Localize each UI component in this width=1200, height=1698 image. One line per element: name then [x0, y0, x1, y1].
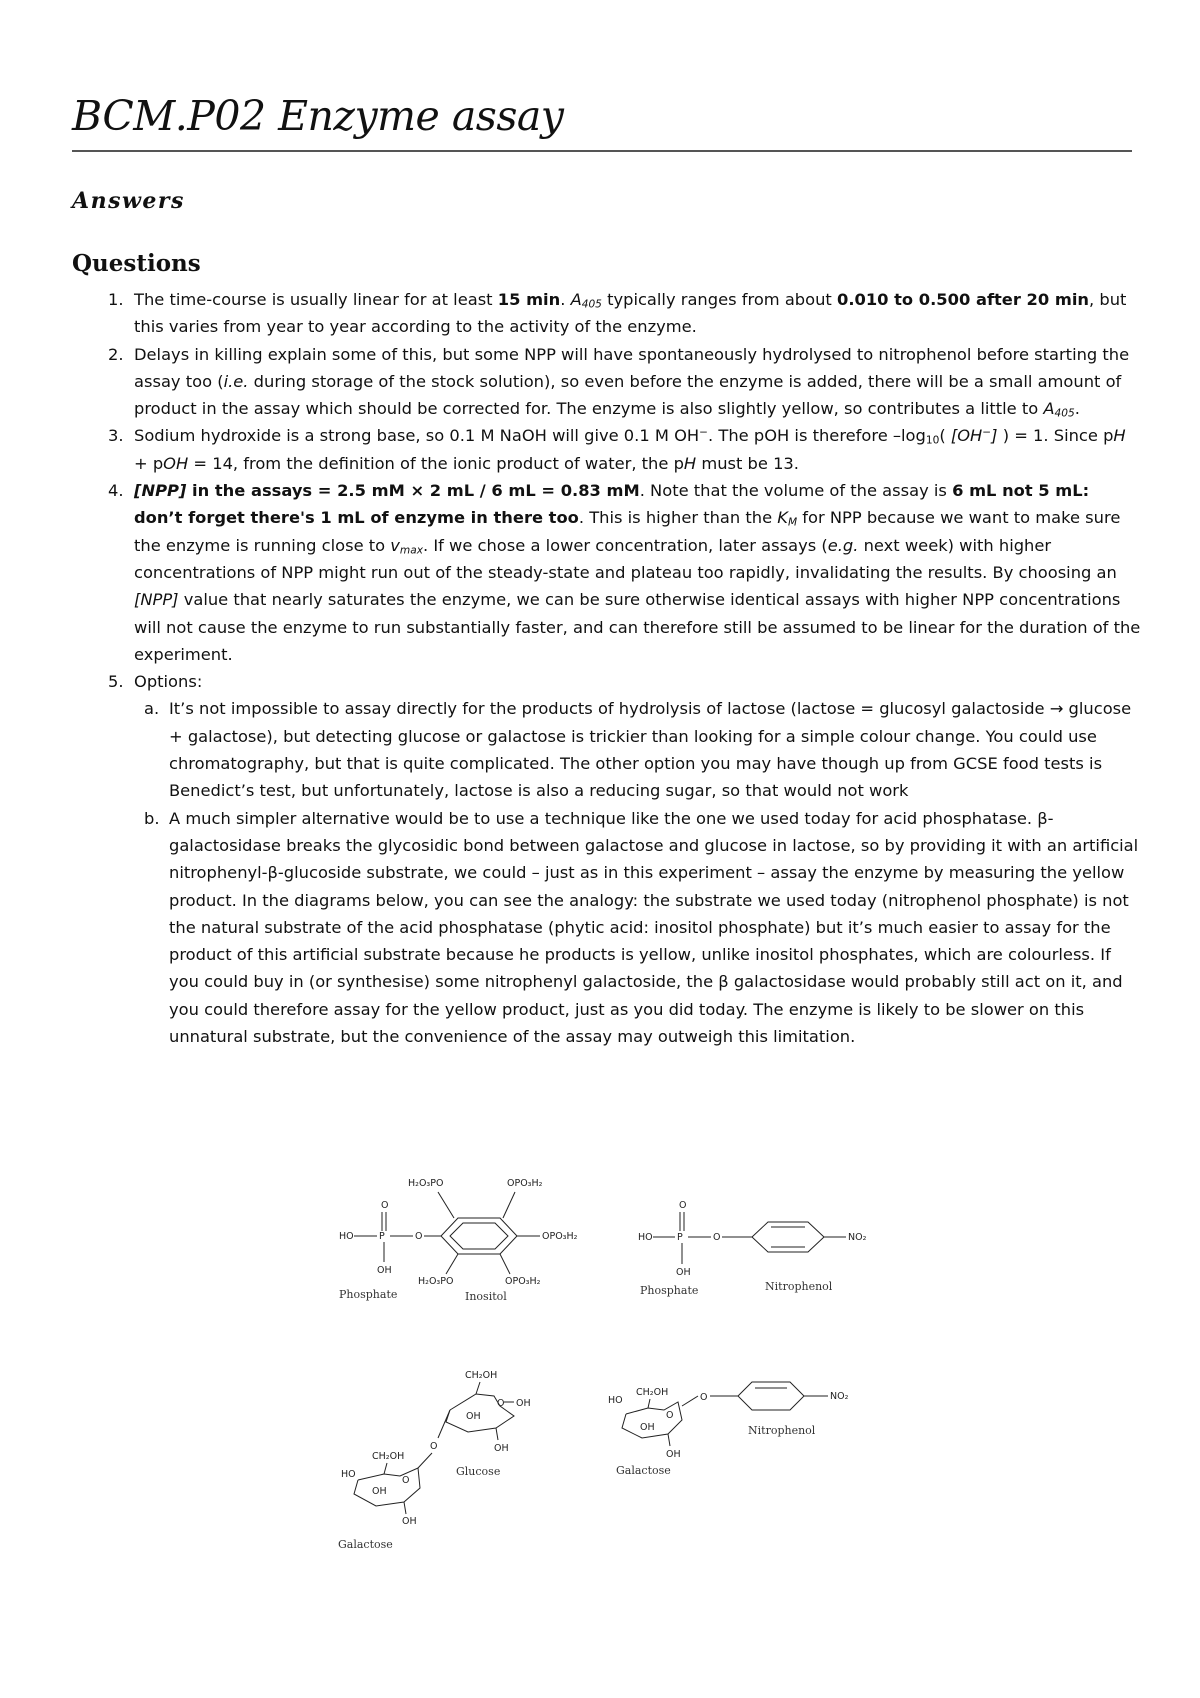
answer-number: 2.	[108, 344, 124, 364]
answer-number: 4.	[108, 481, 124, 501]
structure-label: P	[379, 1231, 385, 1242]
structure-label: OH	[466, 1411, 481, 1422]
answers-list	[72, 286, 1142, 1050]
structure-label: OPO₃H₂	[505, 1276, 541, 1287]
structure-label: OH	[377, 1265, 392, 1276]
structure-label: OH	[666, 1449, 681, 1460]
answer-3: 3. Sodium hydroxide is a strong base, so 0.1 M NaOH will give 0.1 M OH−. The pOH is therefore $-\log_{10}$( [OH−] ) = 1. Since pH + pOH = 14, from the definition of the ionic product of water, the pH must be 13.	[72, 422, 1142, 477]
document-title: BCM.P02 Enzyme assay	[72, 92, 564, 140]
structure-label: CH₂OH	[636, 1387, 669, 1398]
structure-label: H₂O₃PO	[418, 1276, 454, 1287]
answer-number: 5.	[108, 672, 124, 692]
structure-label: O	[415, 1231, 423, 1242]
structure-label: CH₂OH	[465, 1370, 498, 1381]
structure-label: O	[402, 1475, 410, 1486]
structure-label: O	[713, 1232, 721, 1243]
structure-caption: Phosphate	[640, 1284, 699, 1297]
answer-1: 1. The time-course is usually linear for at least 15 min. $A_{405}$ typically ranges from about 0.010 to 0.500 after 20 min, but this varies from year to year according to the activity of the enzyme.	[72, 286, 1142, 341]
structure-label: O	[666, 1410, 674, 1421]
structure-label: O	[381, 1200, 389, 1211]
structure-label: OH	[676, 1267, 691, 1278]
structure-label: CH₂OH	[372, 1451, 405, 1462]
structure-caption: Phosphate	[339, 1288, 398, 1301]
option-letter: b.	[144, 808, 160, 828]
structure-label: OPO₃H₂	[542, 1231, 578, 1242]
title-divider	[72, 150, 1132, 152]
structure-label: OPO₃H₂	[507, 1178, 543, 1189]
chemical-structures-figure	[0, 1170, 1200, 1550]
structure-caption: Galactose	[338, 1538, 393, 1550]
option-letter: a.	[144, 699, 160, 719]
answer-number: 1.	[108, 290, 124, 309]
structure-label: O	[700, 1392, 708, 1403]
questions-heading: Questions	[72, 250, 201, 277]
inositol-phosphate-structure	[339, 1178, 578, 1303]
structure-label: HO	[339, 1231, 354, 1242]
structure-label: OH	[494, 1443, 509, 1454]
structure-label: OH	[372, 1486, 387, 1497]
structure-label: HO	[341, 1469, 356, 1480]
structure-label: H₂O₃PO	[408, 1178, 444, 1189]
option-b: b. A much simpler alternative would be to use a technique like the one we used today for acid phosphatase. β-galactosidase breaks the glycosidic bond between galactose and glucose in lactose, so by providing it with an artificial nitrophenyl-β-glucoside substrate, we could – just as in this experiment – assay the enzyme by measuring the yellow product. In the diagrams below, you can see the analogy: the substrate we used today (nitrophenol phosphate) is not the natural substrate of the acid phosphatase (phytic acid: inositol phosphate) but it’s much easier to assay for the product of this artificial substrate because he products is yellow, unlike inositol phosphates, which are colourless. If you could buy in (or synthesise) some nitrophenyl galactoside, the β galactosidase would probably still act on it, and you could therefore assay for the yellow product, just as you did today. The enzyme is likely to be slower on this unnatural substrate, but the convenience of the assay may outweigh this limitation.	[72, 805, 1142, 1051]
structure-label: OH	[640, 1422, 655, 1433]
structure-label: O	[679, 1200, 687, 1211]
option-a: a. It’s not impossible to assay directly for the products of hydrolysis of lactose (lactose = glucosyl galactoside → glucose + galactose), but detecting glucose or galactose is trickier than looking for a simple colour change. You could use chromatography, but that is quite complicated. The other option you may have though up from GCSE food tests is Benedict’s test, but unfortunately, lactose is also a reducing sugar, so that would not work	[72, 695, 1142, 804]
lactose-structure	[338, 1370, 531, 1550]
structure-label: OH	[402, 1516, 417, 1527]
nitrophenyl-galactoside-structure	[608, 1382, 849, 1477]
structure-label: NO₂	[848, 1232, 867, 1243]
structure-label: O	[430, 1441, 438, 1452]
structure-caption: Glucose	[456, 1465, 501, 1478]
structure-label: OH	[516, 1398, 531, 1409]
answer-5	[72, 668, 1142, 1050]
structure-label: P	[677, 1232, 683, 1243]
structure-caption: Galactose	[616, 1464, 671, 1477]
structure-caption: Inositol	[465, 1290, 507, 1303]
structure-label: HO	[638, 1232, 653, 1243]
answer-number: 3.	[108, 426, 124, 446]
structure-label: NO₂	[830, 1391, 849, 1402]
options-label: Options:	[134, 672, 203, 692]
structure-label: HO	[608, 1395, 623, 1406]
structure-label: O	[497, 1398, 505, 1409]
structure-caption: Nitrophenol	[765, 1280, 833, 1293]
nitrophenyl-phosphate-structure	[638, 1200, 867, 1297]
answers-heading: Answers	[72, 188, 185, 214]
answer-2: 2. Delays in killing explain some of this, but some NPP will have spontaneously hydrolysed to nitrophenol before starting the assay too (i.e. during storage of the stock solution), so even before the enzyme is added, there will be a small amount of product in the assay which should be corrected for. The enzyme is also slightly yellow, so contributes a little to $A_{405}$.	[72, 341, 1142, 423]
answer-4: 4. [NPP] in the assays = 2.5 mM × 2 mL / 6 mL = 0.83 mM. Note that the volume of the assay is 6 mL not 5 mL: don’t forget there's 1 mL of enzyme in there too. This is higher than the $K_M$ for NPP because we want to make sure the enzyme is running close to $v_{max}$. If we chose a lower concentration, later assays (e.g. next week) with higher concentrations of NPP might run out of the steady-state and plateau too rapidly, invalidating the results. By choosing an [NPP] value that nearly saturates the enzyme, we can be sure otherwise identical assays with higher NPP concentrations will not cause the enzyme to run substantially faster, and can therefore still be assumed to be linear for the duration of the experiment.	[72, 477, 1142, 668]
structure-caption: Nitrophenol	[748, 1424, 816, 1437]
